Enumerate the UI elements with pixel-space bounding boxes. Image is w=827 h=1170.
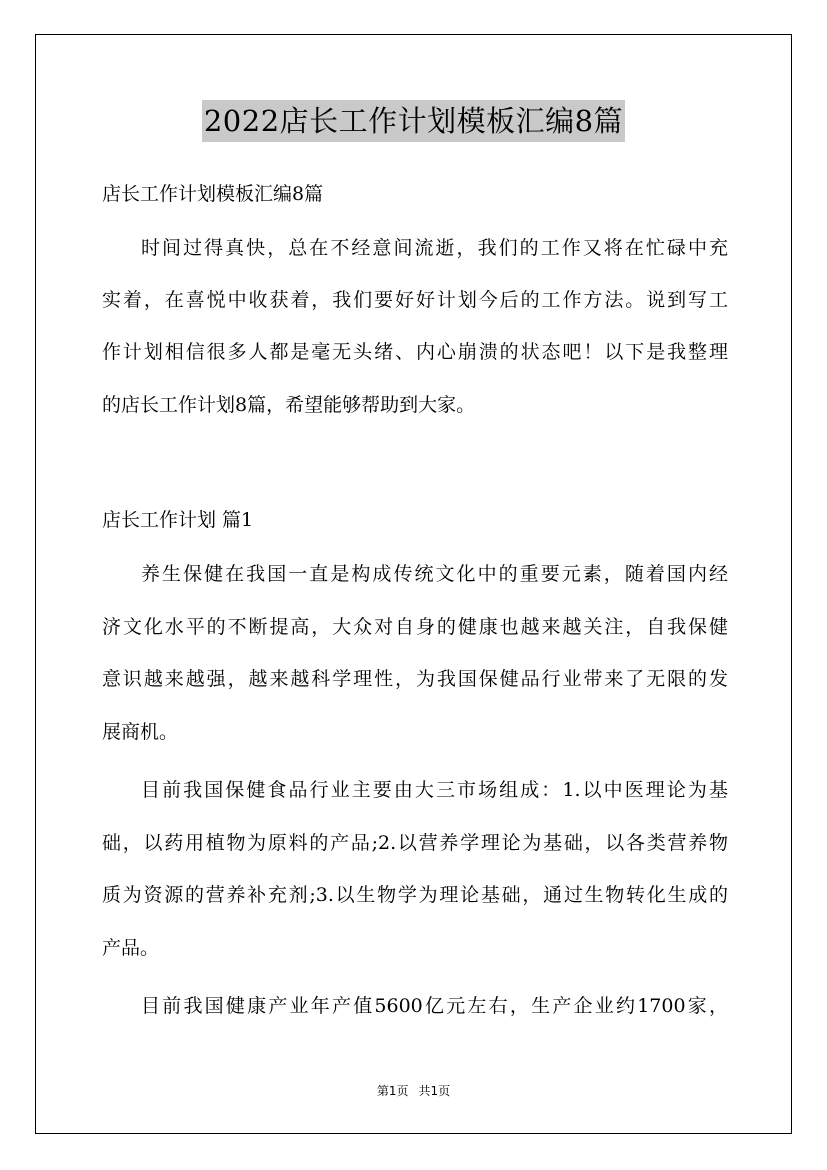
intro-line-3: 作计划相信很多人都是毫无头绪、内心崩溃的状态吧！以下是我整理 [102,341,728,363]
document-subtitle: 店长工作计划模板汇编8篇 [102,183,324,205]
para2-line-4: 产品。 [102,937,160,959]
para1-line-4: 展商机。 [102,721,179,743]
title-container [0,100,827,142]
page-number-current: 第1页 [376,1084,409,1098]
para2-line-2: 础，以药用植物为原料的产品;2.以营养学理论为基础，以各类营养物 [102,832,728,854]
para2-line-3: 质为资源的营养补充剂;3.以生物学为理论基础，通过生物转化生成的 [102,884,728,906]
intro-line-4: 的店长工作计划8篇，希望能够帮助到大家。 [102,394,476,416]
document-title: 2022店长工作计划模板汇编8篇 [202,100,625,142]
intro-line-2: 实着，在喜悦中收获着，我们要好好计划今后的工作方法。说到写工 [102,289,728,311]
para1-line-1: 养生保健在我国一直是构成传统文化中的重要元素，随着国内经 [141,563,728,585]
intro-line-1: 时间过得真快，总在不经意间流逝，我们的工作又将在忙碌中充 [141,237,728,259]
para1-line-3: 意识越来越强，越来越科学理性，为我国保健品行业带来了无限的发 [102,668,728,690]
para1-line-2: 济文化水平的不断提高，大众对自身的健康也越来越关注，自我保健 [102,616,728,638]
section-heading-1: 店长工作计划 篇1 [102,509,254,531]
para2-line-1: 目前我国保健食品行业主要由大三市场组成：1.以中医理论为基 [141,779,728,801]
para3-line-1: 目前我国健康产业年产值5600亿元左右，生产企业约1700家， [141,995,728,1017]
page-footer [0,1083,827,1099]
page-number-total: 共1页 [418,1084,451,1098]
